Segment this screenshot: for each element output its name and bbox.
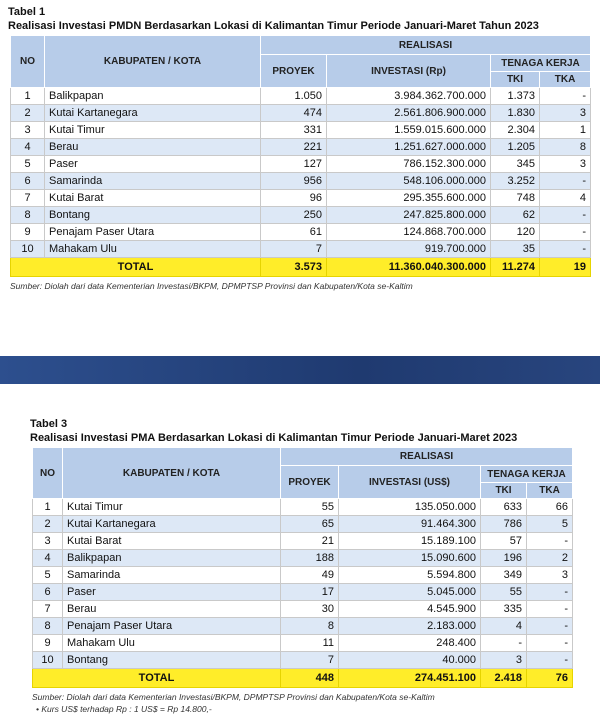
cell-no: 10 bbox=[33, 652, 63, 669]
cell-kab: Balikpapan bbox=[45, 88, 261, 105]
table1-header-no: NO bbox=[11, 36, 45, 88]
cell-proyek: 21 bbox=[281, 533, 339, 550]
cell-tki: 335 bbox=[481, 601, 527, 618]
cell-investasi: 247.825.800.000 bbox=[327, 207, 491, 224]
cell-proyek: 61 bbox=[261, 224, 327, 241]
cell-no: 4 bbox=[33, 550, 63, 567]
total-label: TOTAL bbox=[11, 258, 261, 277]
cell-kab: Berau bbox=[63, 601, 281, 618]
total-row bbox=[33, 669, 573, 688]
cell-kab: Kutai Timur bbox=[63, 499, 281, 516]
cell-tka: - bbox=[527, 652, 573, 669]
cell-tka: 3 bbox=[527, 567, 573, 584]
cell-no: 5 bbox=[33, 567, 63, 584]
cell-investasi: 248.400 bbox=[339, 635, 481, 652]
cell-no: 9 bbox=[33, 635, 63, 652]
table1-header-realisasi: REALISASI bbox=[261, 36, 591, 55]
table-row bbox=[33, 499, 573, 516]
cell-tka: - bbox=[540, 241, 591, 258]
cell-no: 9 bbox=[11, 224, 45, 241]
cell-tka: - bbox=[540, 207, 591, 224]
cell-investasi: 5.594.800 bbox=[339, 567, 481, 584]
cell-investasi: 4.545.900 bbox=[339, 601, 481, 618]
cell-investasi: 91.464.300 bbox=[339, 516, 481, 533]
table3-header-tenaga: TENAGA KERJA bbox=[481, 466, 573, 483]
cell-tka: 5 bbox=[527, 516, 573, 533]
cell-tka: 8 bbox=[540, 139, 591, 156]
cell-proyek: 127 bbox=[261, 156, 327, 173]
cell-no: 7 bbox=[11, 190, 45, 207]
table1-source: Sumber: Diolah dari data Kementerian Investasi/BKPM, DPMPTSP Provinsi dan Kabupaten/Kota se-Kaltim bbox=[10, 281, 413, 291]
cell-investasi: 2.183.000 bbox=[339, 618, 481, 635]
cell-tka: - bbox=[527, 601, 573, 618]
table3-header-no: NO bbox=[33, 448, 63, 499]
cell-proyek: 188 bbox=[281, 550, 339, 567]
table-row bbox=[33, 550, 573, 567]
cell-tki: 35 bbox=[491, 241, 540, 258]
cell-kab: Kutai Kartanegara bbox=[45, 105, 261, 122]
cell-tka: - bbox=[527, 635, 573, 652]
cell-tka: - bbox=[527, 584, 573, 601]
cell-proyek: 221 bbox=[261, 139, 327, 156]
table-row bbox=[11, 88, 591, 105]
cell-kab: Balikpapan bbox=[63, 550, 281, 567]
cell-kab: Bontang bbox=[63, 652, 281, 669]
cell-no: 8 bbox=[11, 207, 45, 224]
cell-no: 7 bbox=[33, 601, 63, 618]
cell-no: 1 bbox=[33, 499, 63, 516]
total-proyek: 448 bbox=[281, 669, 339, 688]
cell-investasi: 3.984.362.700.000 bbox=[327, 88, 491, 105]
table-row bbox=[11, 156, 591, 173]
cell-tki: 4 bbox=[481, 618, 527, 635]
cell-tki: 1.373 bbox=[491, 88, 540, 105]
cell-tki: 62 bbox=[491, 207, 540, 224]
table3-header-realisasi: REALISASI bbox=[281, 448, 573, 466]
cell-proyek: 11 bbox=[281, 635, 339, 652]
table3-header-investasi: INVESTASI (US$) bbox=[339, 466, 481, 499]
table3-label: Tabel 3 bbox=[30, 418, 68, 430]
cell-investasi: 1.559.015.600.000 bbox=[327, 122, 491, 139]
total-tki: 11.274 bbox=[491, 258, 540, 277]
cell-investasi: 135.050.000 bbox=[339, 499, 481, 516]
cell-no: 5 bbox=[11, 156, 45, 173]
cell-proyek: 7 bbox=[261, 241, 327, 258]
table-row bbox=[33, 601, 573, 618]
table-row bbox=[11, 241, 591, 258]
cell-proyek: 1.050 bbox=[261, 88, 327, 105]
cell-tki: 1.830 bbox=[491, 105, 540, 122]
cell-tka: 4 bbox=[540, 190, 591, 207]
cell-investasi: 919.700.000 bbox=[327, 241, 491, 258]
total-tka: 19 bbox=[540, 258, 591, 277]
cell-proyek: 30 bbox=[281, 601, 339, 618]
cell-proyek: 49 bbox=[281, 567, 339, 584]
cell-kab: Mahakam Ulu bbox=[45, 241, 261, 258]
total-investasi: 274.451.100 bbox=[339, 669, 481, 688]
cell-tki: 3 bbox=[481, 652, 527, 669]
cell-no: 4 bbox=[11, 139, 45, 156]
table1-section bbox=[0, 6, 600, 291]
table-row bbox=[11, 190, 591, 207]
cell-investasi: 295.355.600.000 bbox=[327, 190, 491, 207]
table-row bbox=[33, 533, 573, 550]
table3-source: Sumber: Diolah dari data Kementerian Investasi/BKPM, DPMPTSP Provinsi dan Kabupaten/Kota se-Kaltim bbox=[32, 692, 435, 702]
table3-section bbox=[0, 418, 600, 714]
cell-proyek: 7 bbox=[281, 652, 339, 669]
table1 bbox=[10, 35, 591, 277]
cell-tki: 3.252 bbox=[491, 173, 540, 190]
table3-header-tka: TKA bbox=[527, 483, 573, 499]
cell-tka: 3 bbox=[540, 156, 591, 173]
table3 bbox=[32, 447, 573, 688]
total-label: TOTAL bbox=[33, 669, 281, 688]
cell-proyek: 96 bbox=[261, 190, 327, 207]
cell-proyek: 8 bbox=[281, 618, 339, 635]
cell-no: 1 bbox=[11, 88, 45, 105]
table-row bbox=[11, 122, 591, 139]
cell-investasi: 2.561.806.900.000 bbox=[327, 105, 491, 122]
cell-no: 6 bbox=[11, 173, 45, 190]
cell-tki: 633 bbox=[481, 499, 527, 516]
table3-note: • Kurs US$ terhadap Rp : 1 US$ = Rp 14.800,- bbox=[36, 704, 212, 714]
cell-kab: Penajam Paser Utara bbox=[63, 618, 281, 635]
cell-proyek: 331 bbox=[261, 122, 327, 139]
cell-no: 8 bbox=[33, 618, 63, 635]
cell-kab: Samarinda bbox=[63, 567, 281, 584]
cell-kab: Mahakam Ulu bbox=[63, 635, 281, 652]
table3-header-tki: TKI bbox=[481, 483, 527, 499]
cell-kab: Bontang bbox=[45, 207, 261, 224]
table1-header-investasi: INVESTASI (Rp) bbox=[327, 55, 491, 88]
cell-tki: 349 bbox=[481, 567, 527, 584]
total-tki: 2.418 bbox=[481, 669, 527, 688]
table1-header-tki: TKI bbox=[491, 72, 540, 88]
cell-tka: 66 bbox=[527, 499, 573, 516]
cell-investasi: 1.251.627.000.000 bbox=[327, 139, 491, 156]
table-row bbox=[33, 618, 573, 635]
table1-header-proyek: PROYEK bbox=[261, 55, 327, 88]
cell-kab: Penajam Paser Utara bbox=[45, 224, 261, 241]
table-row bbox=[11, 224, 591, 241]
cell-no: 2 bbox=[33, 516, 63, 533]
cell-no: 3 bbox=[33, 533, 63, 550]
cell-tki: 55 bbox=[481, 584, 527, 601]
total-tka: 76 bbox=[527, 669, 573, 688]
cell-kab: Samarinda bbox=[45, 173, 261, 190]
table1-label: Tabel 1 bbox=[8, 6, 46, 18]
cell-tka: - bbox=[540, 224, 591, 241]
table3-title: Realisasi Investasi PMA Berdasarkan Lokasi di Kalimantan Timur Periode Januari-Maret 2023 bbox=[30, 432, 518, 444]
cell-tka: - bbox=[527, 618, 573, 635]
table1-header-tenaga: TENAGA KERJA bbox=[491, 55, 591, 72]
cell-proyek: 55 bbox=[281, 499, 339, 516]
table-row bbox=[33, 516, 573, 533]
cell-proyek: 474 bbox=[261, 105, 327, 122]
cell-no: 6 bbox=[33, 584, 63, 601]
table1-header-kab: KABUPATEN / KOTA bbox=[45, 36, 261, 88]
cell-investasi: 15.189.100 bbox=[339, 533, 481, 550]
table3-header-kab: KABUPATEN / KOTA bbox=[63, 448, 281, 499]
total-proyek: 3.573 bbox=[261, 258, 327, 277]
cell-tka: 1 bbox=[540, 122, 591, 139]
cell-investasi: 40.000 bbox=[339, 652, 481, 669]
cell-no: 3 bbox=[11, 122, 45, 139]
cell-tki: 120 bbox=[491, 224, 540, 241]
cell-tka: - bbox=[527, 533, 573, 550]
table-row bbox=[33, 567, 573, 584]
table-row bbox=[33, 635, 573, 652]
total-row bbox=[11, 258, 591, 277]
cell-proyek: 956 bbox=[261, 173, 327, 190]
table1-title: Realisasi Investasi PMDN Berdasarkan Lokasi di Kalimantan Timur Periode Januari-Maret Tahun 2023 bbox=[8, 20, 539, 32]
table-row bbox=[33, 584, 573, 601]
cell-investasi: 15.090.600 bbox=[339, 550, 481, 567]
cell-tki: 196 bbox=[481, 550, 527, 567]
cell-tka: 2 bbox=[527, 550, 573, 567]
cell-investasi: 786.152.300.000 bbox=[327, 156, 491, 173]
table1-header-tka: TKA bbox=[540, 72, 591, 88]
cell-investasi: 548.106.000.000 bbox=[327, 173, 491, 190]
cell-kab: Berau bbox=[45, 139, 261, 156]
table-row bbox=[33, 652, 573, 669]
cell-tki: 345 bbox=[491, 156, 540, 173]
table-row bbox=[11, 139, 591, 156]
table-row bbox=[11, 105, 591, 122]
cell-kab: Kutai Kartanegara bbox=[63, 516, 281, 533]
cell-kab: Paser bbox=[63, 584, 281, 601]
table-row bbox=[11, 207, 591, 224]
cell-kab: Kutai Barat bbox=[45, 190, 261, 207]
cell-tki: 786 bbox=[481, 516, 527, 533]
cell-no: 10 bbox=[11, 241, 45, 258]
total-investasi: 11.360.040.300.000 bbox=[327, 258, 491, 277]
cell-tki: 57 bbox=[481, 533, 527, 550]
cell-no: 2 bbox=[11, 105, 45, 122]
cell-tka: - bbox=[540, 173, 591, 190]
table-row bbox=[11, 173, 591, 190]
cell-proyek: 17 bbox=[281, 584, 339, 601]
cell-tka: - bbox=[540, 88, 591, 105]
cell-tka: 3 bbox=[540, 105, 591, 122]
cell-tki: - bbox=[481, 635, 527, 652]
cell-kab: Kutai Timur bbox=[45, 122, 261, 139]
cell-proyek: 65 bbox=[281, 516, 339, 533]
cell-tki: 1.205 bbox=[491, 139, 540, 156]
separator-band-white bbox=[0, 384, 600, 392]
cell-tki: 2.304 bbox=[491, 122, 540, 139]
cell-investasi: 5.045.000 bbox=[339, 584, 481, 601]
cell-investasi: 124.868.700.000 bbox=[327, 224, 491, 241]
cell-kab: Kutai Barat bbox=[63, 533, 281, 550]
cell-kab: Paser bbox=[45, 156, 261, 173]
table3-header-proyek: PROYEK bbox=[281, 466, 339, 499]
cell-tki: 748 bbox=[491, 190, 540, 207]
cell-proyek: 250 bbox=[261, 207, 327, 224]
